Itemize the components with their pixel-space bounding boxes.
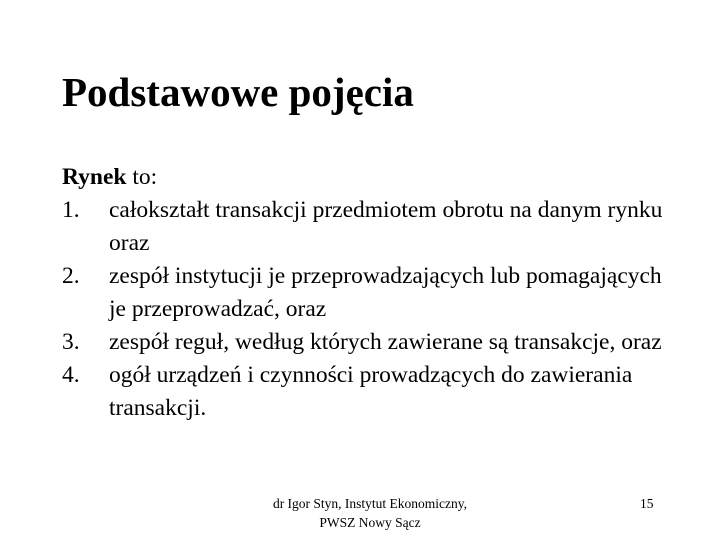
list-item-text: całokształt transakcji przedmiotem obrotu na danym rynku oraz	[109, 197, 663, 256]
list-item-text: zespół instytucji je przeprowadzających lub pomagających je przeprowadzać, oraz	[109, 263, 662, 322]
intro-line	[62, 161, 682, 194]
intro-term: Rynek	[62, 164, 127, 190]
intro-rest: to:	[126, 164, 158, 190]
list-item	[62, 260, 682, 326]
list-item-text: zespół reguł, według których zawierane są transakcje, oraz	[109, 329, 662, 355]
list-item-number: 1.	[62, 197, 80, 223]
list-item-number: 2.	[62, 263, 80, 289]
slide-body	[62, 161, 682, 425]
footer-institution-line: PWSZ Nowy Sącz	[319, 515, 421, 530]
page-number: 15	[640, 496, 654, 511]
list-item	[62, 326, 682, 359]
slide-title: Podstawowe pojęcia	[62, 69, 414, 115]
list-item-number: 4.	[62, 362, 80, 388]
list-item	[62, 194, 682, 260]
list-item-text: ogół urządzeń i czynności prowadzących do zawierania transakcji.	[109, 362, 633, 421]
definition-list	[62, 194, 682, 425]
footer-author-line: dr Igor Styn, Instytut Ekonomiczny,	[272, 496, 468, 511]
footer-author	[210, 494, 530, 532]
list-item	[62, 359, 682, 425]
list-item-number: 3.	[62, 329, 80, 355]
